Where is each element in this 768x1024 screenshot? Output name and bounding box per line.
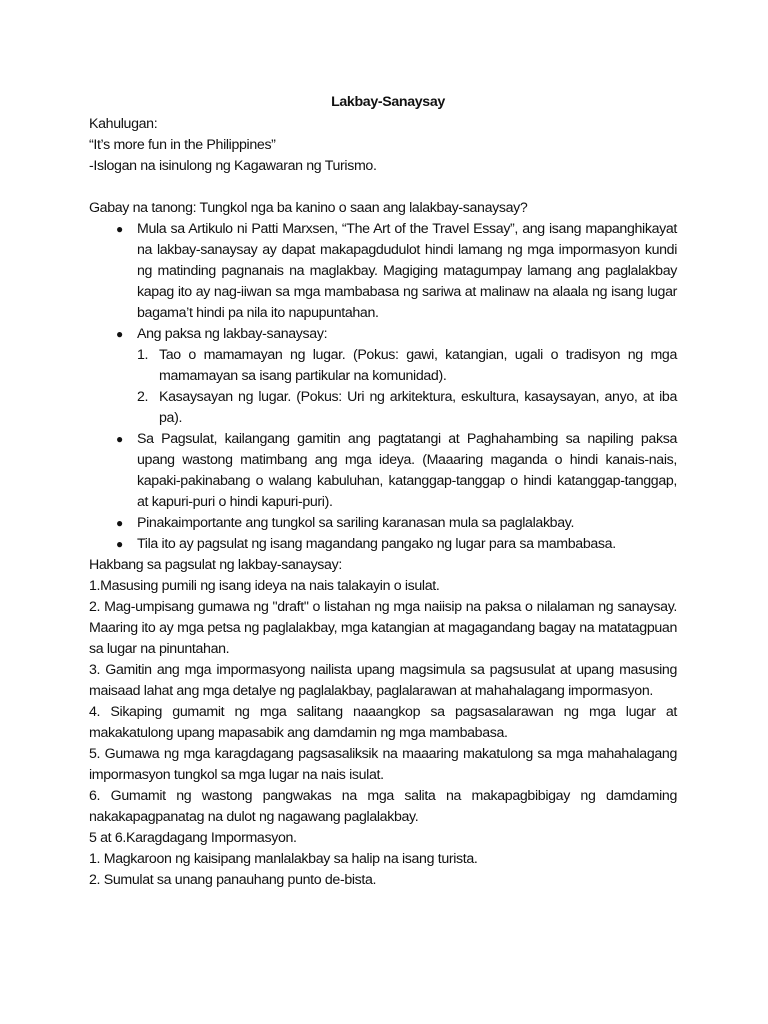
step-item: 3. Gamitin ang mga impormasyong nailista upang magsimula sa pagsusulat at upang masusing maisaad lahat ang mga detalye ng paglalakbay, paglalarawan at mahahalagang impormasyon.	[89, 662, 677, 699]
bullet-dot-icon: ●	[116, 537, 123, 551]
bullet-text: Ang paksa ng lakbay-sanaysay:	[137, 326, 328, 342]
document-title: Lakbay-Sanaysay	[331, 94, 445, 110]
bullet-item	[89, 219, 677, 324]
bullet-text: Tila ito ay pagsulat ng isang magandang pangako ng lugar para sa mambabasa.	[137, 536, 616, 552]
guide-bullet-list	[89, 219, 677, 555]
steps-heading: Hakbang sa pagsulat ng lakbay-sanaysay:	[89, 557, 342, 573]
bullet-text: Mula sa Artikulo ni Patti Marxsen, “The Art of the Travel Essay”, ang isang mapanghikayat na lakbay-sanaysay ay dapat makapagdudulot hindi lamang ng mga impormasyon kundi ng matinding pagnanais na maglakbay. Magiging matagumpay lamang ang paglalakbay kapag ito ay nag-iiwan sa mga mambabasa ng sariwa at malinaw na alaala ng isang lugar bagama’t hindi pa nila ito napupuntahan.	[137, 221, 677, 321]
step-item: 5. Gumawa ng mga karagdagang pagsasaliksik na maaaring makatulong sa mga mahahalagang impormasyon tungkol sa mga lugar na nais isulat.	[89, 746, 677, 783]
sub-item	[137, 387, 677, 429]
bullet-item	[89, 429, 677, 513]
slogan-note: -Islogan na isinulong ng Kagawaran ng Turismo.	[89, 158, 377, 174]
bullet-dot-icon: ●	[116, 327, 123, 341]
guide-question: Gabay na tanong: Tungkol nga ba kanino o saan ang lalakbay-sanaysay?	[89, 200, 528, 216]
sub-number: 2.	[137, 389, 149, 405]
bullet-item	[89, 513, 677, 534]
bullet-text: Sa Pagsulat, kailangang gamitin ang pagtatangi at Paghahambing sa napiling paksa upang wastong matimbang ang mga ideya. (Maaaring maganda o hindi kanais-nais, kapaki-pakinabang o walang kabuluhan, katanggap-tanggap o hindi katanggap-tanggap, at kapuri-puri o hindi kapuri-puri).	[137, 431, 677, 510]
sub-item	[137, 345, 677, 387]
topic-sub-list	[137, 345, 677, 429]
bullet-text: Pinakaimportante ang tungkol sa sariling karanasan mula sa paglalakbay.	[137, 515, 575, 531]
step-item: 1.Masusing pumili ng isang ideya na nais talakayin o isulat.	[89, 578, 440, 594]
sub-text: Kasaysayan ng lugar. (Pokus: Uri ng arkitektura, eskultura, kasaysayan, anyo, at iba pa).	[159, 389, 677, 426]
bullet-dot-icon: ●	[116, 516, 123, 530]
bullet-dot-icon: ●	[116, 432, 123, 446]
blank-line	[89, 177, 677, 198]
bullet-dot-icon: ●	[116, 222, 123, 236]
additional-info-heading: 5 at 6.Karagdagang Impormasyon.	[89, 830, 297, 846]
bullet-item	[89, 534, 677, 555]
bullet-item	[89, 324, 677, 429]
additional-info-item: 1. Magkaroon ng kaisipang manlalakbay sa halip na isang turista.	[89, 851, 478, 867]
document-page	[89, 92, 677, 891]
sub-text: Tao o mamamayan ng lugar. (Pokus: gawi, katangian, ugali o tradisyon ng mga mamamayan sa isang partikular na komunidad).	[159, 347, 677, 384]
slogan-quote: “It’s more fun in the Philippines”	[89, 137, 276, 153]
step-item: 4. Sikaping gumamit ng mga salitang naaangkop sa pagsasalarawan ng mga lugar at makakatulong upang mapasabik ang damdamin ng mga mambabasa.	[89, 704, 677, 741]
additional-info-item: 2. Sumulat sa unang panauhang punto de-bista.	[89, 872, 377, 888]
sub-number: 1.	[137, 347, 149, 363]
step-item: 2. Mag-umpisang gumawa ng "draft" o listahan ng mga naiisip na paksa o nilalaman ng sanaysay. Maaring ito ay mga petsa ng paglalakbay, mga katangian at magagandang bagay na matatagpuan sa lugar na pinuntahan.	[89, 599, 677, 657]
step-item: 6. Gumamit ng wastong pangwakas na mga salita na makapagbibigay ng damdaming nakakapagpanatag na dulot ng nagawang paglalakbay.	[89, 788, 677, 825]
kahulugan-label: Kahulugan:	[89, 116, 158, 132]
